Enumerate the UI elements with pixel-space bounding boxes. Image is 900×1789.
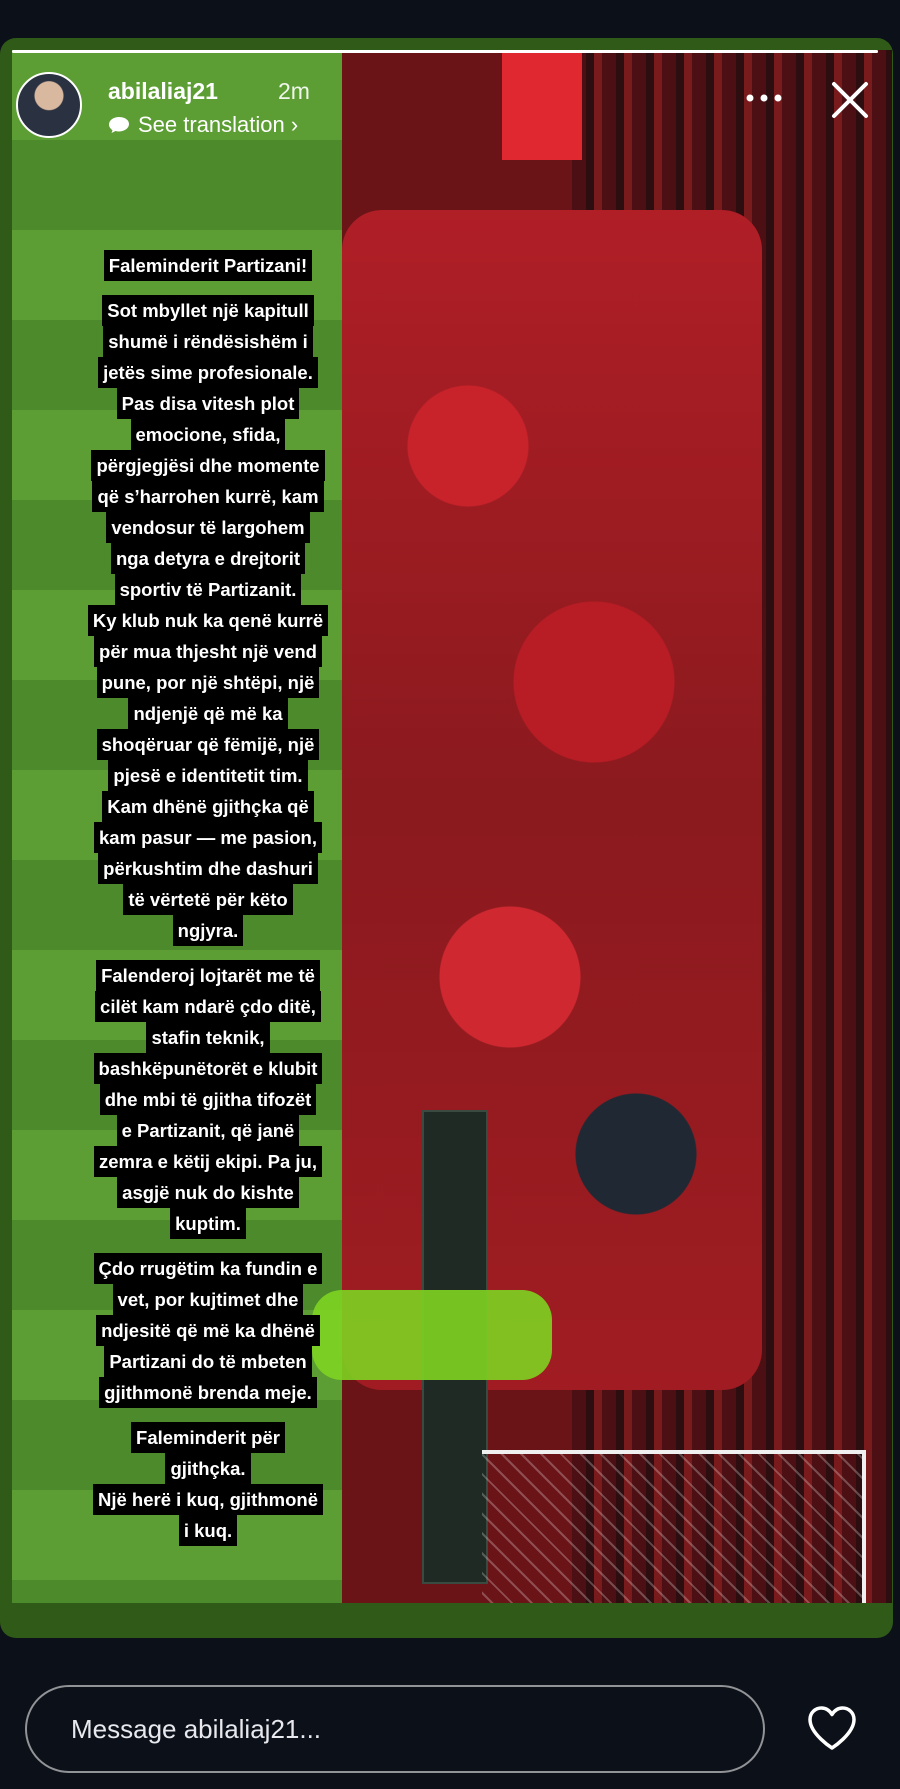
story-caption (58, 250, 358, 1560)
caption-line: e Partizanit, që janë (117, 1115, 300, 1146)
caption-line: që s’harrohen kurrë, kam (92, 481, 323, 512)
story-progress-bar (12, 50, 878, 53)
caption-line: dhe mbi të gjitha tifozët (100, 1084, 317, 1115)
caption-line: pune, por një shtëpi, një (97, 667, 320, 698)
caption-line: Një herë i kuq, gjithmonë (93, 1484, 323, 1515)
caption-line: emocione, sfida, (131, 419, 286, 450)
caption-line: nga detyra e drejtorit (111, 543, 305, 574)
caption-line: Kam dhënë gjithçka që (102, 791, 314, 822)
caption-line: përkushtim dhe dashuri (98, 853, 318, 884)
caption-line: për mua thjesht një vend (94, 636, 322, 667)
caption-line: Falenderoj lojtarët me të (96, 960, 320, 991)
caption-line: zemra e këtij ekipi. Pa ju, (94, 1146, 322, 1177)
caption-line: ngjyra. (173, 915, 244, 946)
caption-line: Sot mbyllet një kapitull (102, 295, 313, 326)
caption-line: kuptim. (170, 1208, 246, 1239)
caption-line: stafin teknik, (146, 1022, 269, 1053)
message-input[interactable]: Message abilaliaj21... (25, 1685, 765, 1773)
caption-line: Ky klub nuk ka qenë kurrë (88, 605, 328, 636)
caption-line: gjithçka. (165, 1453, 250, 1484)
caption-line: i kuq. (179, 1515, 237, 1546)
caption-paragraph-1 (58, 295, 358, 946)
avatar[interactable] (16, 72, 82, 138)
goal-net (482, 1450, 866, 1603)
story-header (16, 70, 884, 142)
caption-line: Pas disa vitesh plot (117, 388, 300, 419)
caption-line: vendosur të largohem (106, 512, 309, 543)
caption-line: asgjë nuk do kishte (117, 1177, 299, 1208)
caption-line: shumë i rëndësishëm i (103, 326, 312, 357)
caption-line: kam pasur — me pasion, (94, 822, 322, 853)
story-progress-fill (12, 50, 878, 53)
more-icon[interactable] (744, 88, 784, 108)
caption-line: Çdo rrugëtim ka fundin e (94, 1253, 323, 1284)
username[interactable]: abilaliaj21 (108, 78, 218, 104)
caption-line: bashkëpunëtorët e klubit (94, 1053, 323, 1084)
caption-line: të vërtetë për këto (123, 884, 292, 915)
caption-line: jetës sime profesionale. (98, 357, 318, 388)
caption-line: sportiv të Partizanit. (115, 574, 302, 605)
caption-line: ndjesitë që më ka dhënë (96, 1315, 320, 1346)
caption-line: përgjegjësi dhe momente (91, 450, 324, 481)
team-group (342, 210, 762, 1390)
caption-paragraph-4 (58, 1422, 358, 1546)
close-icon[interactable] (826, 76, 874, 124)
caption-line: cilët kam ndarë çdo ditë, (95, 991, 321, 1022)
heart-icon[interactable] (806, 1704, 858, 1752)
caption-line: pjesë e identitetit tim. (108, 760, 307, 791)
caption-line: gjithmonë brenda meje. (99, 1377, 317, 1408)
see-translation-label: See translation › (138, 112, 299, 137)
caption-line: vet, por kujtimet dhe (113, 1284, 304, 1315)
caption-line: Partizani do të mbeten (104, 1346, 311, 1377)
chat-bubble-icon (108, 116, 130, 134)
caption-title: Faleminderit Partizani! (104, 250, 312, 281)
caption-line: ndjenjë që më ka (128, 698, 287, 729)
caption-line: shoqëruar që fëmijë, një (97, 729, 320, 760)
caption-paragraph-2 (58, 960, 358, 1239)
see-translation-link[interactable] (108, 112, 298, 138)
caption-line: Faleminderit për (131, 1422, 285, 1453)
post-time: 2m (278, 78, 310, 104)
caption-title-block (58, 250, 358, 281)
caption-paragraph-3 (58, 1253, 358, 1408)
